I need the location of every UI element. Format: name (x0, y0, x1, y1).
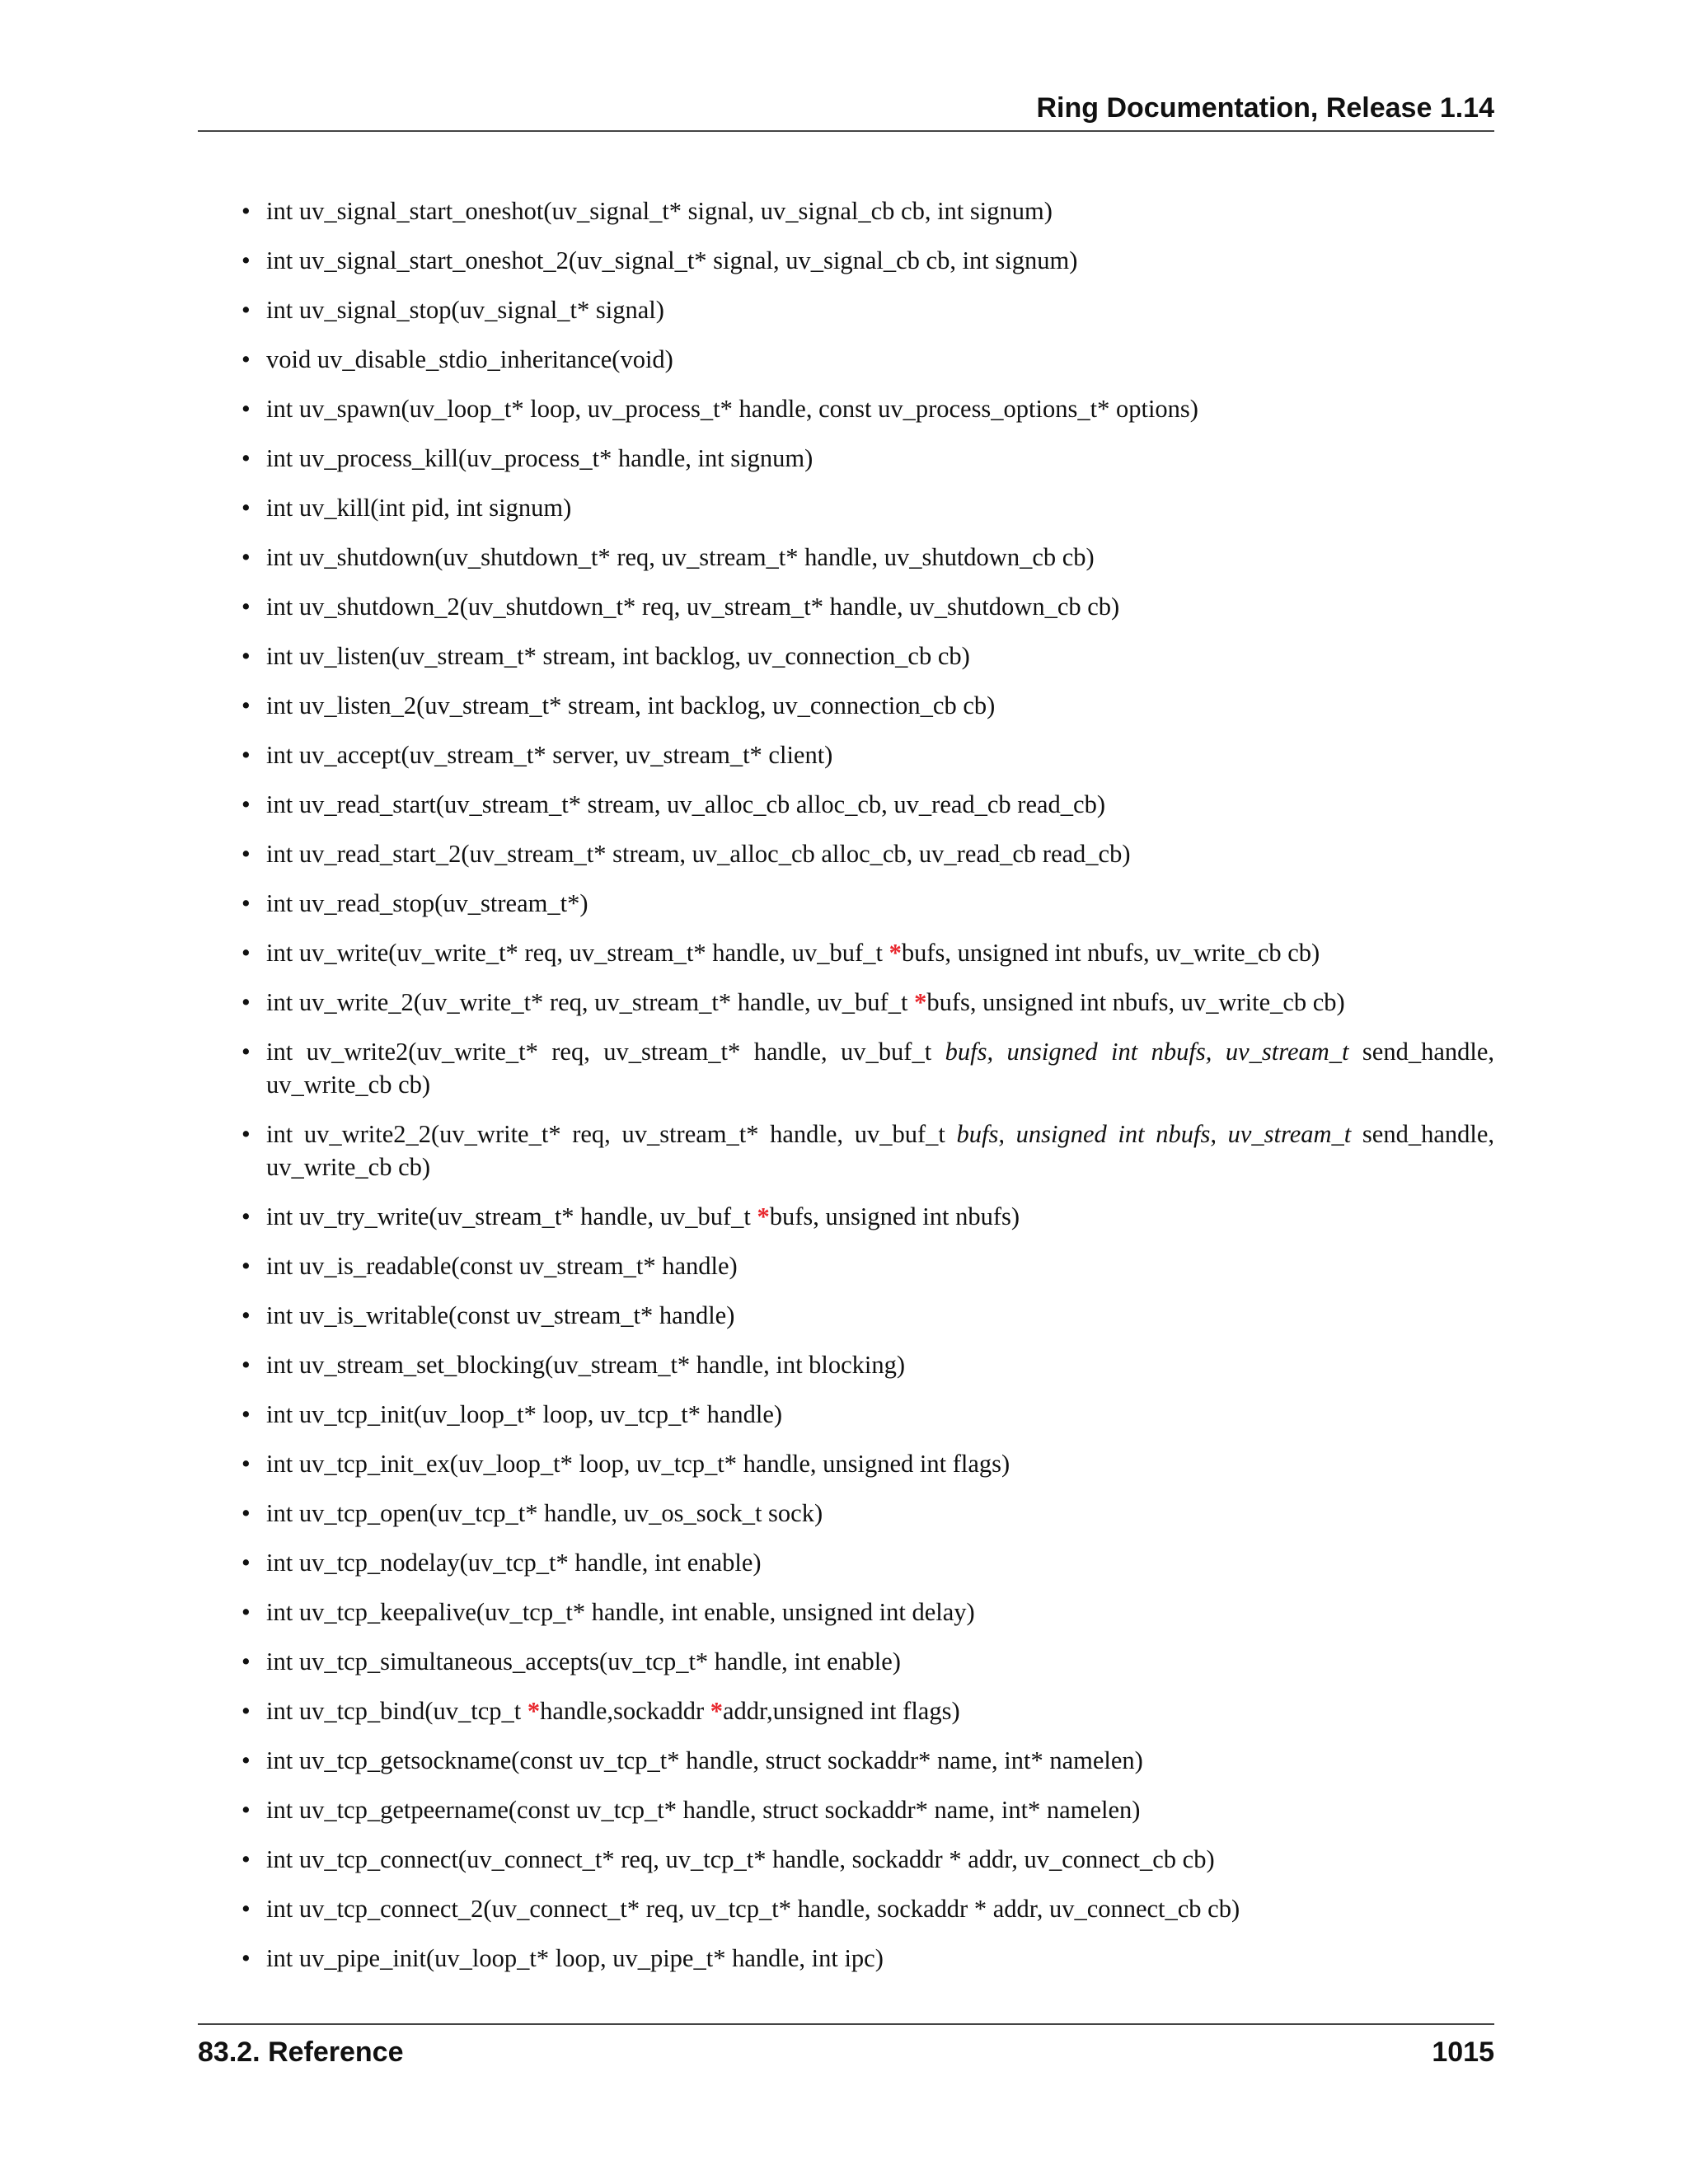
bullet-icon: • (241, 790, 251, 818)
footer-page-number: 1015 (1432, 2036, 1494, 2068)
item-text: int uv_read_start_2(uv_stream_t* stream, uv_alloc_cb alloc_cb, uv_read_cb read_cb) (266, 840, 1131, 868)
item-text: bufs, unsigned int nbufs, uv_write_cb cb) (926, 988, 1345, 1016)
item-text: int uv_write(uv_write_t* req, uv_stream_t* handle, uv_buf_t (266, 939, 889, 967)
bullet-icon: • (241, 246, 251, 274)
item-text: int uv_read_start(uv_stream_t* stream, uv_alloc_cb alloc_cb, uv_read_cb read_cb) (266, 790, 1105, 818)
item-text: int uv_tcp_getpeername(const uv_tcp_t* handle, struct sockaddr* name, int* namelen) (266, 1796, 1141, 1824)
item-text: send_handle, uv_write_cb cb) (266, 1120, 1494, 1181)
item-text: int uv_tcp_init(uv_loop_t* loop, uv_tcp_t* handle) (266, 1400, 783, 1428)
list-item (239, 640, 1494, 673)
bullet-icon: • (241, 1895, 251, 1923)
asterisk-marker: * (527, 1697, 541, 1725)
bullet-icon: • (241, 296, 251, 324)
list-item (239, 244, 1494, 277)
header-title: Ring Documentation, Release 1.14 (1036, 92, 1494, 124)
bullet-icon: • (241, 1120, 251, 1148)
item-text: bufs, unsigned int nbufs, uv_write_cb cb) (901, 939, 1320, 967)
item-text: int uv_is_writable(const uv_stream_t* handle) (266, 1301, 735, 1329)
item-text: int uv_accept(uv_stream_t* server, uv_stream_t* client) (266, 741, 833, 769)
list-item (239, 936, 1494, 969)
list-item (239, 1497, 1494, 1530)
bullet-icon: • (241, 1301, 251, 1329)
item-text: int uv_tcp_connect(uv_connect_t* req, uv_tcp_t* handle, sockaddr * addr, uv_connect_cb cb) (266, 1845, 1215, 1873)
bullet-icon: • (241, 1202, 251, 1230)
page-footer (198, 2023, 1494, 2068)
bullet-icon: • (241, 1038, 251, 1066)
item-text: int uv_tcp_simultaneous_accepts(uv_tcp_t* handle, int enable) (266, 1647, 901, 1675)
item-text: int uv_kill(int pid, int signum) (266, 494, 572, 522)
item-text: int uv_signal_stop(uv_signal_t* signal) (266, 296, 664, 324)
item-text: int uv_write2(uv_write_t* req, uv_stream_t* handle, uv_buf_t (266, 1038, 945, 1066)
bullet-icon: • (241, 345, 251, 373)
bullet-icon: • (241, 395, 251, 423)
bullet-icon: • (241, 691, 251, 719)
bullet-icon: • (241, 939, 251, 967)
bullet-icon: • (241, 197, 251, 225)
item-text: int uv_process_kill(uv_process_t* handle, int signum) (266, 444, 814, 472)
item-text: int uv_tcp_connect_2(uv_connect_t* req, uv_tcp_t* handle, sockaddr * addr, uv_connect_cb cb) (266, 1895, 1240, 1923)
item-text: int uv_tcp_init_ex(uv_loop_t* loop, uv_tcp_t* handle, unsigned int flags) (266, 1450, 1010, 1478)
bullet-icon: • (241, 543, 251, 571)
bullet-icon: • (241, 1252, 251, 1280)
item-text: addr,unsigned int flags) (722, 1697, 960, 1725)
bullet-icon: • (241, 1598, 251, 1626)
asterisk-marker: * (889, 939, 902, 967)
list-item (239, 1596, 1494, 1629)
item-text: int uv_try_write(uv_stream_t* handle, uv_buf_t (266, 1202, 757, 1230)
asterisk-marker: * (914, 988, 927, 1016)
bullet-icon: • (241, 988, 251, 1016)
item-text: int uv_read_stop(uv_stream_t*) (266, 889, 588, 917)
list-item (239, 1942, 1494, 1975)
item-text: int uv_shutdown(uv_shutdown_t* req, uv_stream_t* handle, uv_shutdown_cb cb) (266, 543, 1095, 571)
list-item (239, 491, 1494, 524)
item-text: int uv_spawn(uv_loop_t* loop, uv_process_t* handle, const uv_process_options_t* options) (266, 395, 1198, 423)
item-text: int uv_pipe_init(uv_loop_t* loop, uv_pipe_t* handle, int ipc) (266, 1944, 884, 1972)
bullet-icon: • (241, 1549, 251, 1577)
list-item (239, 293, 1494, 326)
bullet-icon: • (241, 1647, 251, 1675)
list-item (239, 1348, 1494, 1381)
list-item (239, 590, 1494, 623)
bullet-icon: • (241, 1697, 251, 1725)
asterisk-marker: * (757, 1202, 770, 1230)
item-text: bufs, unsigned int nbufs) (769, 1202, 1020, 1230)
item-text: int uv_stream_set_blocking(uv_stream_t* handle, int blocking) (266, 1351, 906, 1379)
item-text: int uv_tcp_open(uv_tcp_t* handle, uv_os_sock_t sock) (266, 1499, 823, 1527)
list-item (239, 1447, 1494, 1480)
item-text: int uv_tcp_keepalive(uv_tcp_t* handle, int enable, unsigned int delay) (266, 1598, 975, 1626)
bullet-icon: • (241, 1944, 251, 1972)
item-text: send_handle, uv_write_cb cb) (266, 1038, 1494, 1099)
item-text: int uv_tcp_getsockname(const uv_tcp_t* handle, struct sockaddr* name, int* namelen) (266, 1746, 1143, 1774)
list-item (239, 1892, 1494, 1925)
list-item (239, 1546, 1494, 1579)
item-text: int uv_write_2(uv_write_t* req, uv_stream_t* handle, uv_buf_t (266, 988, 915, 1016)
page-header (198, 91, 1494, 132)
bullet-icon: • (241, 642, 251, 670)
bullet-icon: • (241, 840, 251, 868)
list-item (239, 887, 1494, 920)
list-item (239, 1398, 1494, 1431)
bullet-icon: • (241, 593, 251, 621)
bullet-icon: • (241, 1845, 251, 1873)
bullet-icon: • (241, 1400, 251, 1428)
list-item (239, 1200, 1494, 1233)
list-item (239, 788, 1494, 821)
item-text: int uv_shutdown_2(uv_shutdown_t* req, uv_stream_t* handle, uv_shutdown_cb cb) (266, 593, 1120, 621)
item-italic-text: bufs, unsigned int nbufs, uv_stream_t (945, 1038, 1349, 1066)
item-text: handle,sockaddr (540, 1697, 710, 1725)
list-item (239, 837, 1494, 870)
bullet-icon: • (241, 741, 251, 769)
list-item (239, 1035, 1494, 1101)
list-item (239, 1249, 1494, 1282)
list-item (239, 1118, 1494, 1183)
item-text: int uv_signal_start_oneshot_2(uv_signal_t* signal, uv_signal_cb cb, int signum) (266, 246, 1078, 274)
bullet-icon: • (241, 889, 251, 917)
list-item (239, 442, 1494, 475)
bullet-icon: • (241, 494, 251, 522)
item-text: int uv_signal_start_oneshot(uv_signal_t* signal, uv_signal_cb cb, int signum) (266, 197, 1053, 225)
list-item (239, 986, 1494, 1019)
item-text: int uv_is_readable(const uv_stream_t* handle) (266, 1252, 738, 1280)
list-item (239, 1694, 1494, 1727)
bullet-icon: • (241, 1499, 251, 1527)
item-text: void uv_disable_stdio_inheritance(void) (266, 345, 673, 373)
list-item (239, 1744, 1494, 1777)
list-item (239, 343, 1494, 376)
item-text: int uv_listen(uv_stream_t* stream, int backlog, uv_connection_cb cb) (266, 642, 970, 670)
page-content (239, 194, 1494, 1991)
list-item (239, 689, 1494, 722)
list-item (239, 1793, 1494, 1826)
bullet-icon: • (241, 1796, 251, 1824)
asterisk-marker: * (710, 1697, 723, 1725)
item-text: int uv_write2_2(uv_write_t* req, uv_stream_t* handle, uv_buf_t (266, 1120, 957, 1148)
list-item (239, 1299, 1494, 1332)
item-italic-text: bufs, unsigned int nbufs, uv_stream_t (956, 1120, 1352, 1148)
bullet-icon: • (241, 444, 251, 472)
list-item (239, 738, 1494, 771)
bullet-icon: • (241, 1450, 251, 1478)
item-text: int uv_tcp_bind(uv_tcp_t (266, 1697, 528, 1725)
bullet-icon: • (241, 1351, 251, 1379)
item-text: int uv_listen_2(uv_stream_t* stream, int backlog, uv_connection_cb cb) (266, 691, 996, 719)
list-item (239, 1645, 1494, 1678)
list-item (239, 194, 1494, 227)
list-item (239, 392, 1494, 425)
list-item (239, 1843, 1494, 1876)
list-item (239, 541, 1494, 574)
bullet-icon: • (241, 1746, 251, 1774)
function-list (239, 194, 1494, 1975)
item-text: int uv_tcp_nodelay(uv_tcp_t* handle, int enable) (266, 1549, 762, 1577)
footer-section-title: 83.2. Reference (198, 2036, 404, 2068)
